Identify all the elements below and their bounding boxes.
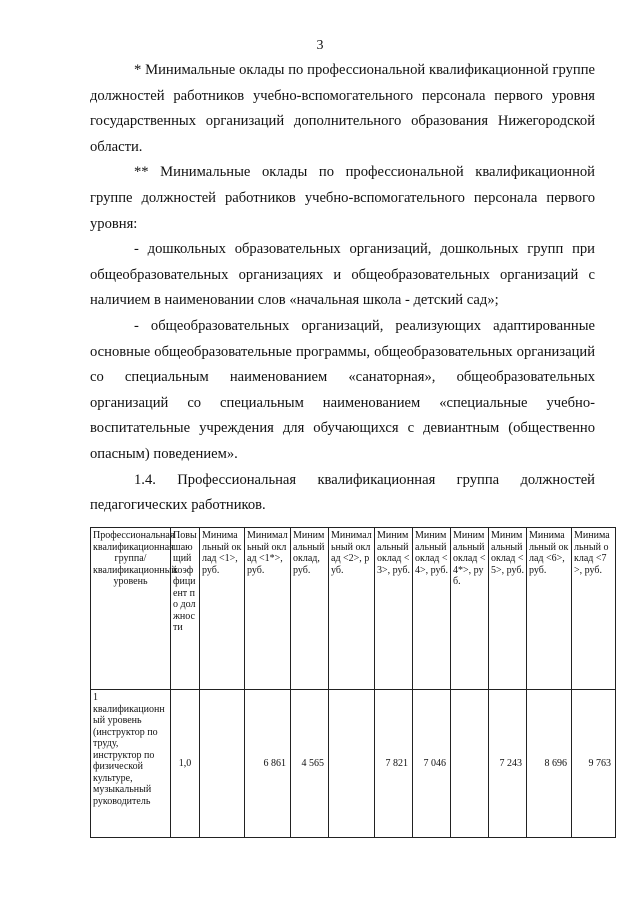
salary-table	[90, 527, 616, 838]
table-header-row	[91, 528, 616, 690]
cell-salary-7: 9 763	[572, 690, 616, 838]
header-salary-1-star: Минимальный оклад <1*>, руб.	[245, 528, 291, 690]
header-salary-6: Минимальный оклад <6>, руб.	[527, 528, 572, 690]
header-salary-4-star: Минимальный оклад <4*>, руб.	[451, 528, 489, 690]
header-salary-1: Минимальный оклад <1>, руб.	[200, 528, 245, 690]
cell-salary-5: 7 243	[489, 690, 527, 838]
cell-salary-1-star: 6 861	[245, 690, 291, 838]
cell-salary-4-star	[451, 690, 489, 838]
footnote-single-star: * Минимальные оклады по профессиональной квалификационной группе должностей работников учебно-вспомогательного персонала первого уровня государственных организаций дополнительного образования Нижегородской области.	[90, 62, 595, 155]
cell-salary-1	[200, 690, 245, 838]
cell-salary-6: 8 696	[527, 690, 572, 838]
header-salary-5: Минимальный оклад <5>, руб.	[489, 528, 527, 690]
page-number: 3	[316, 38, 324, 53]
header-group-level: Профессиональная квалификационная группа/квалификационный уровень	[91, 528, 171, 690]
header-salary-7: Минимальный оклад <7>, руб.	[572, 528, 616, 690]
header-salary-plain: Минимальный оклад, руб.	[291, 528, 329, 690]
cell-salary-4: 7 046	[413, 690, 451, 838]
table-row	[91, 690, 616, 838]
list-item-adapted: - общеобразовательных организаций, реализующих адаптированные основные общеобразовательные программы, общеобразовательных организаций со специальным наименованием «санаторная», общеобразовательных организаций со специальным наименованием «специальные учебно-воспитательные учреждения для обучающихся с девиантным (общественно опасным) поведением».	[90, 317, 595, 462]
header-coefficient: Повышающий коэффициент по должности	[171, 528, 200, 690]
footnote-double-star: ** Минимальные оклады по профессиональной квалификационной группе должностей работников учебно-вспомогательного персонала первого уровня:	[90, 164, 595, 232]
header-salary-3: Минимальный оклад <3>, руб.	[375, 528, 413, 690]
cell-salary-plain: 4 565	[291, 690, 329, 838]
cell-salary-2	[329, 690, 375, 838]
header-salary-2: Минимальный оклад <2>, руб.	[329, 528, 375, 690]
cell-level: 1 квалификационный уровень (инструктор по труду, инструктор по физической культуре, музыкальный руководитель	[91, 690, 171, 838]
header-salary-4: Минимальный оклад <4>, руб.	[413, 528, 451, 690]
cell-coefficient: 1,0	[171, 690, 200, 838]
list-item-preschool: - дошкольных образовательных организаций, дошкольных групп при общеобразовательных организациях и общеобразовательных организаций с наличием в наименовании слов «начальная школа - детский сад»;	[90, 241, 595, 309]
cell-salary-3: 7 821	[375, 690, 413, 838]
section-heading-1-4: 1.4. Профессиональная квалификационная группа должностей педагогических работников.	[90, 471, 595, 514]
document-body	[90, 58, 595, 519]
